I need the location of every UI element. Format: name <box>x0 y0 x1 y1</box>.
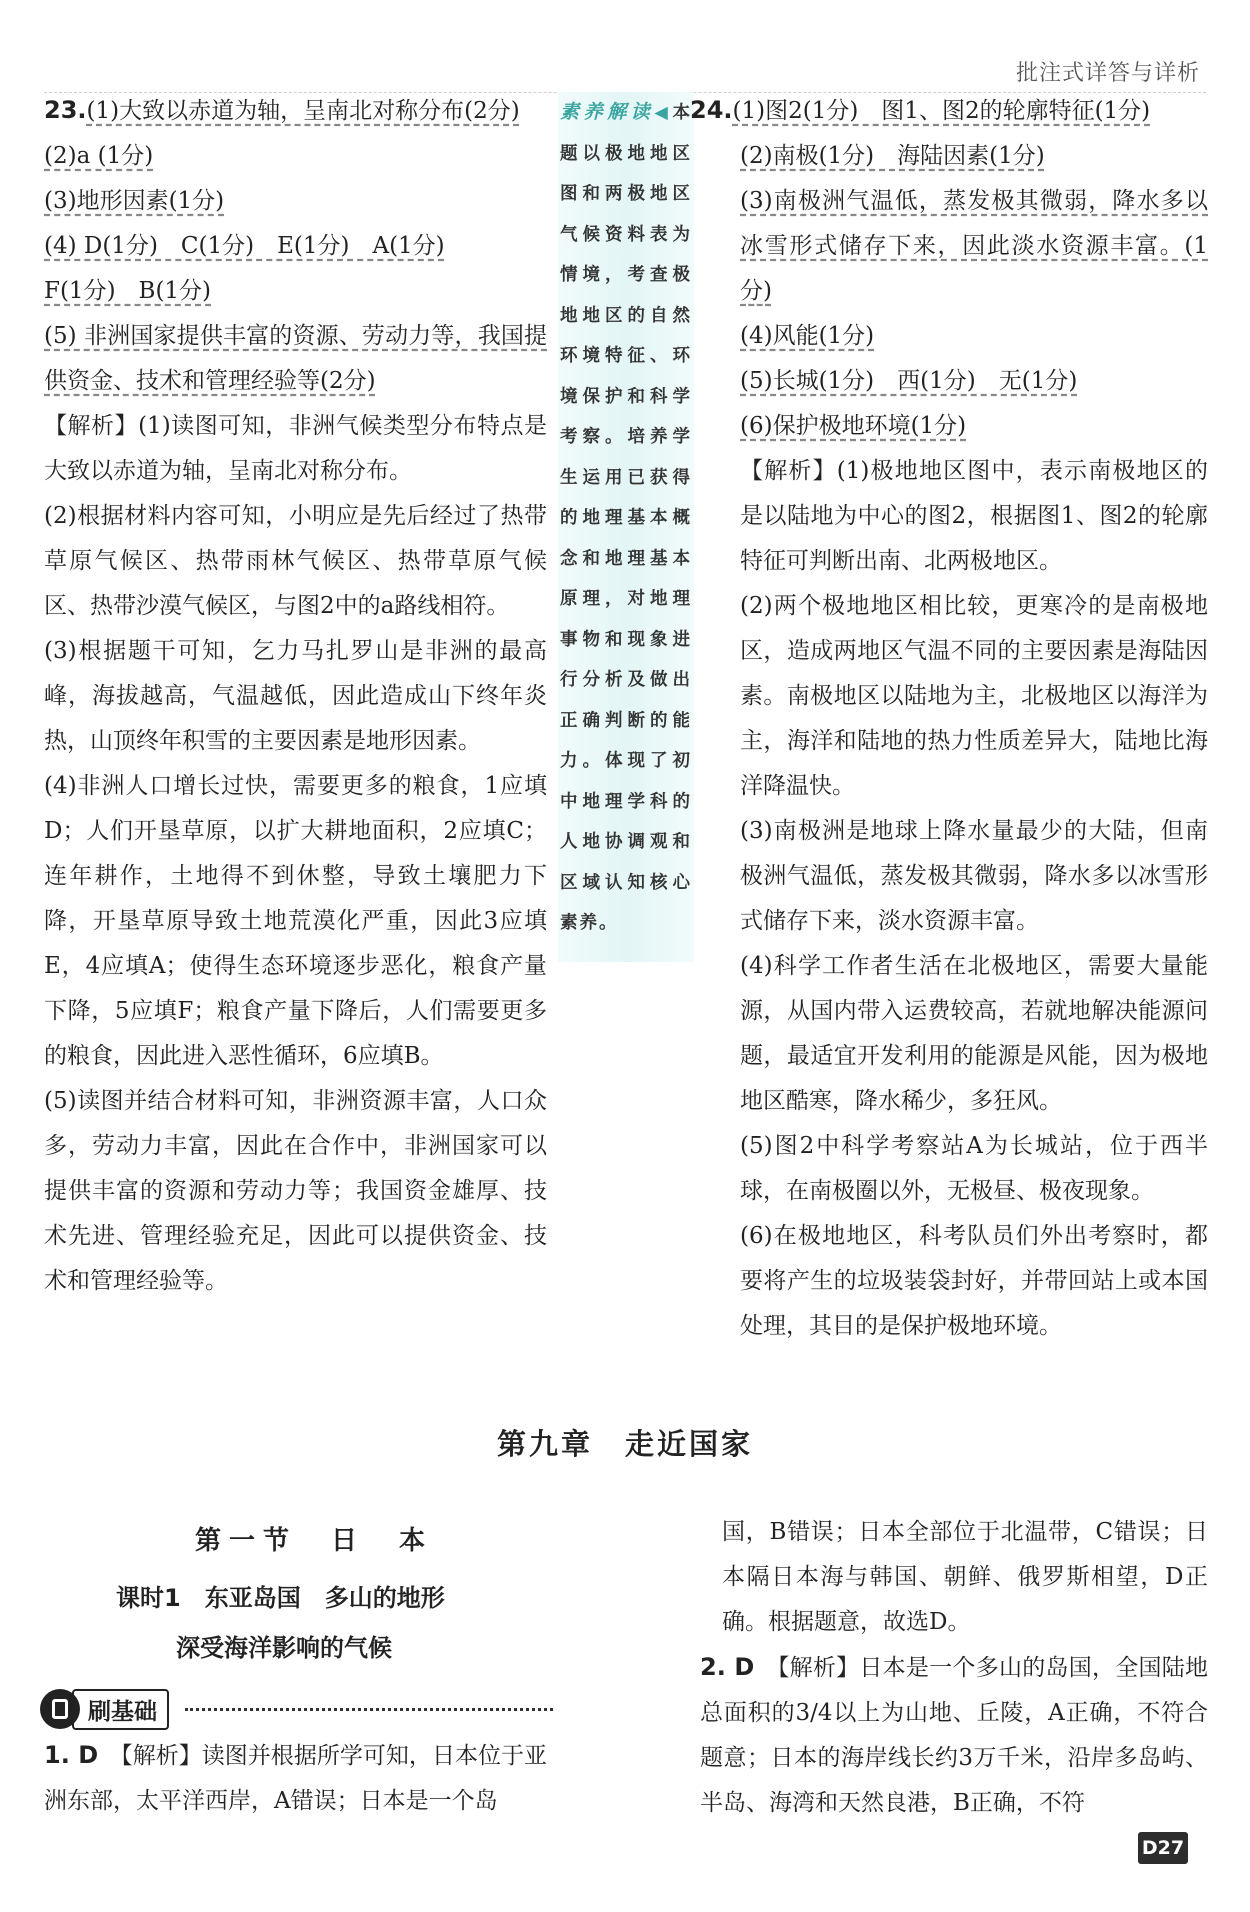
literacy-sidebar <box>558 92 694 962</box>
analysis-paragraph: 【解析】日本是一个多山的岛国，全国陆地总面积的3/4以上为山地、丘陵，A正确，不符合题意；日本的海岸线长约3万千米，沿岸多岛屿、半岛、海湾和天然良港，B正确，不符 <box>700 1655 1209 1816</box>
sidebar-title: 素养解读 <box>560 101 655 123</box>
sidebar-text: 本题以极地地区图和两极地区气候资料表为情境，考查极地地区的自然环境特征、环境保护和科学考察。培养学生运用已获得的地理基本概念和地理基本原理，对地理事物和现象进行分析及做出正确判断的能力。体现了初中地理学科的人地协调观和区域认知核心素养。 <box>560 103 692 933</box>
analysis-paragraph: (2)两个极地地区相比较，更寒冷的是南极地区，造成两地区气温不同的主要因素是海陆因素。南极地区以陆地为主，北极地区以海洋为主，海洋和陆地的热力性质差异大，陆地比海洋降温快。 <box>740 593 1208 799</box>
analysis-paragraph: (2)根据材料内容可知，小明应是先后经过了热带草原气候区、热带雨林气候区、热带草原气候区、热带沙漠气候区，与图2中的a路线相符。 <box>44 503 547 619</box>
answer-continued <box>700 1510 1209 1826</box>
arrow-left-icon: ◀ <box>654 103 673 123</box>
answer-line: (2)a (1分) <box>44 143 154 169</box>
question-number: 1. D <box>44 1741 99 1769</box>
lesson-title: 课时1 东亚岛国 多山的地形 <box>116 1584 445 1612</box>
analysis-paragraph: 【解析】(1)极地地区图中，表示南极地区的是以陆地为中心的图2，根据图1、图2的轮廓特征可判断出南、北两极地区。 <box>740 458 1208 574</box>
analysis-paragraph: (4)科学工作者生活在北极地区，需要大量能源，从国内带入运费较高，若就地解决能源问题，最适宜开发利用的能源是风能，因为极地地区酷寒，降水稀少，多狂风。 <box>740 953 1208 1114</box>
analysis-paragraph: (3)根据题干可知，乞力马扎罗山是非洲的最高峰，海拔越高，气温越低，因此造成山下终年炎热，山顶终年积雪的主要因素是地形因素。 <box>44 638 547 754</box>
question-24 <box>690 88 1208 1349</box>
question-number: 23. <box>44 96 87 124</box>
badge-label: 刷基础 <box>72 1689 169 1730</box>
question-23 <box>44 88 547 1304</box>
analysis-paragraph: 【解析】读图并根据所学可知，日本位于亚洲东部，太平洋西岸，A错误；日本是一个岛 <box>44 1743 548 1814</box>
lesson-subtitle: 深受海洋影响的气候 <box>176 1634 392 1662</box>
analysis-paragraph: (3)南极洲是地球上降水量最少的大陆，但南极洲气温低，蒸发极其微弱，降水多以冰雪形式储存下来，淡水资源丰富。 <box>740 818 1208 934</box>
running-header: 批注式详答与详析 <box>1015 61 1200 86</box>
question-number: 2. D <box>700 1653 755 1681</box>
answer-line: (4) D(1分) C(1分) E(1分) A(1分) <box>44 233 445 259</box>
chapter-title: 第九章 走近国家 <box>496 1427 753 1461</box>
dotted-divider <box>185 1708 553 1711</box>
analysis-paragraph: (5)图2中科学考察站A为长城站，位于西半球，在南极圈以外，无极昼、极夜现象。 <box>740 1133 1208 1204</box>
page-number: D27 <box>1138 1832 1188 1864</box>
answer-line: (5)长城(1分) 西(1分) 无(1分) <box>740 368 1078 394</box>
answer-line: (1)大致以赤道为轴，呈南北对称分布(2分) <box>86 98 520 124</box>
analysis-paragraph: 国，B错误；日本全部位于北温带，C错误；日本隔日本海与韩国、朝鲜、俄罗斯相望，D正确。根据题意，故选D。 <box>722 1519 1208 1635</box>
answer-line: (6)保护极地环境(1分) <box>740 413 967 439</box>
analysis-paragraph: (5)读图并结合材料可知，非洲资源丰富，人口众多，劳动力丰富，因此在合作中，非洲国家可以提供丰富的资源和劳动力等；我国资金雄厚、技术先进、管理经验充足，因此可以提供资金、技术和管理经验等。 <box>44 1088 547 1294</box>
answer-line: (3)地形因素(1分) <box>44 188 225 214</box>
answer-line: (1)图2(1分) 图1、图2的轮廓特征(1分) <box>732 98 1151 124</box>
analysis-paragraph: (6)在极地地区，科考队员们外出考察时，都要将产生的垃圾装袋封好，并带回站上或本国处理，其目的是保护极地环境。 <box>740 1223 1208 1339</box>
section-title: 第一节 日 本 <box>195 1526 434 1556</box>
answer-line: (3)南极洲气温低，蒸发极其微弱，降水多以冰雪形式储存下来，因此淡水资源丰富。(1分) <box>740 188 1208 304</box>
question-number: 24. <box>690 96 733 124</box>
analysis-paragraph: (4)非洲人口增长过快，需要更多的粮食，1应填D；人们开垦草原，以扩大耕地面积，2应填C；连年耕作，土地得不到休整，导致土壤肥力下降，开垦草原导致土地荒漠化严重，因此3应填E，4应填A；使得生态环境逐步恶化，粮食产量下降，5应填F；粮食产量下降后，人们需要更多的粮食，因此进入恶性循环，6应填B。 <box>44 773 547 1069</box>
answer-line: (5) 非洲国家提供丰富的资源、劳动力等，我国提供资金、技术和管理经验等(2分) <box>44 323 547 394</box>
answer-line: F(1分) B(1分) <box>44 278 212 304</box>
answer-1 <box>44 1733 547 1824</box>
analysis-paragraph: 【解析】(1)读图可知，非洲气候类型分布特点是大致以赤道为轴，呈南北对称分布。 <box>44 413 547 484</box>
basic-practice-badge <box>40 1688 169 1730</box>
brush-icon <box>40 1689 80 1729</box>
answer-line: (4)风能(1分) <box>740 323 875 349</box>
answer-line: (2)南极(1分) 海陆因素(1分) <box>740 143 1045 169</box>
